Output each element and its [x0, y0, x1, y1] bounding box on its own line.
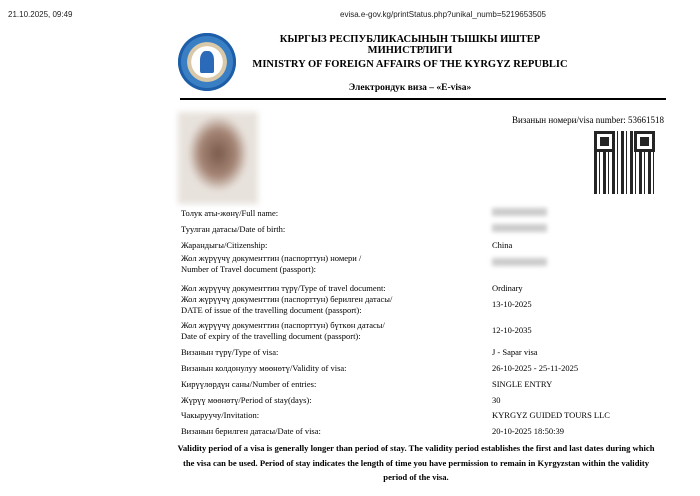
title-english: MINISTRY OF FOREIGN AFFAIRS OF THE KYRGYZ REPUBLIC: [252, 59, 568, 70]
field-label: [181, 240, 267, 251]
field-label: [181, 224, 285, 235]
field-value: 26-10-2025 - 25-11-2025: [492, 363, 579, 373]
applicant-photo: [178, 112, 258, 204]
label-line: Туулган датасы/Date of birth:: [181, 224, 286, 234]
redacted-value: [492, 258, 547, 266]
field-value: [492, 258, 547, 268]
visa-number: Визанын номери/visa number: 53661518: [512, 115, 664, 125]
label-line: Жол жүрүүчү документтин (паспорттун) берилген датасы/: [181, 294, 393, 304]
qr-code: [594, 131, 655, 194]
label-line: Визанын колдонулуу мөөнөтү/Validity of visa:: [181, 363, 347, 373]
validity-note: Validity period of a visa is generally longer than period of stay. The validity period establishes the first and last dates during which the visa can be used. Period of stay indicates the length of time you have permission to remain in Kyrgyzstan within the validity period of the visa.: [177, 443, 655, 482]
field-value: Ordinary: [492, 283, 523, 293]
print-url: evisa.e-gov.kg/printStatus.php?unikal_numb=5219653505: [340, 10, 546, 19]
field-value: SINGLE ENTRY: [492, 379, 553, 389]
field-value: J - Sapar visa: [492, 347, 538, 357]
field-label: [181, 363, 347, 374]
field-label: [181, 347, 278, 358]
subtitle: Электрондук виза – «E-visa»: [348, 83, 472, 93]
field-value: [492, 208, 547, 218]
redacted-value: [492, 208, 547, 216]
field-label: [181, 410, 259, 421]
field-label: [181, 379, 316, 390]
field-value: 30: [492, 395, 501, 405]
redacted-value: [492, 224, 547, 232]
field-value: [492, 224, 547, 234]
field-label: [181, 426, 321, 437]
field-label: [181, 253, 361, 274]
label-line: Жол жүрүүчү документтин (паспорттун) бүткөн датасы/: [181, 320, 385, 330]
label-line: Визанын түрү/Type of visa:: [181, 347, 279, 357]
label-line: Жол жүрүүчү документтин (паспорттун) номери /: [181, 253, 362, 263]
label-line: Кирүүлөрдүн саны/Number of entries:: [181, 379, 317, 389]
label-line: Date of expiry of the travelling document (passport):: [181, 330, 361, 341]
field-label: [181, 320, 385, 341]
label-line: DATE of issue of the travelling document (passport):: [181, 304, 362, 315]
label-line: Толук аты-жөнү/Full name:: [181, 208, 279, 218]
label-line: Визанын берилген датасы/Date of visa:: [181, 426, 321, 436]
field-label: [181, 395, 312, 406]
divider: [180, 98, 666, 100]
field-value: 12-10-2035: [492, 325, 532, 335]
kyrgyz-emblem-icon: [178, 33, 236, 91]
field-label: [181, 294, 392, 315]
label-line: Жүрүү мөөнөтү/Period of stay(days):: [181, 395, 312, 405]
label-line: Жарандыгы/Citizenship:: [181, 240, 268, 250]
label-line: Чакыруучу/Invitation:: [181, 410, 260, 420]
print-datetime: 21.10.2025, 09:49: [8, 10, 73, 19]
field-value: 20-10-2025 18:50:39: [492, 426, 565, 436]
field-value: KYRGYZ GUIDED TOURS LLC: [492, 410, 610, 420]
title-kyrgyz: КЫРГЫЗ РЕСПУБЛИКАСЫНЫН ТЫШКЫ ИШТЕР МИНИСТРЛИГИ: [279, 34, 541, 56]
label-line: Number of Travel document (passport):: [181, 263, 317, 274]
label-line: Жол жүрүүчү документтин түрү/Type of travel document:: [181, 283, 386, 293]
field-value: China: [492, 240, 513, 250]
field-label: [181, 283, 386, 294]
field-value: 13-10-2025: [492, 299, 532, 309]
field-label: [181, 208, 278, 219]
